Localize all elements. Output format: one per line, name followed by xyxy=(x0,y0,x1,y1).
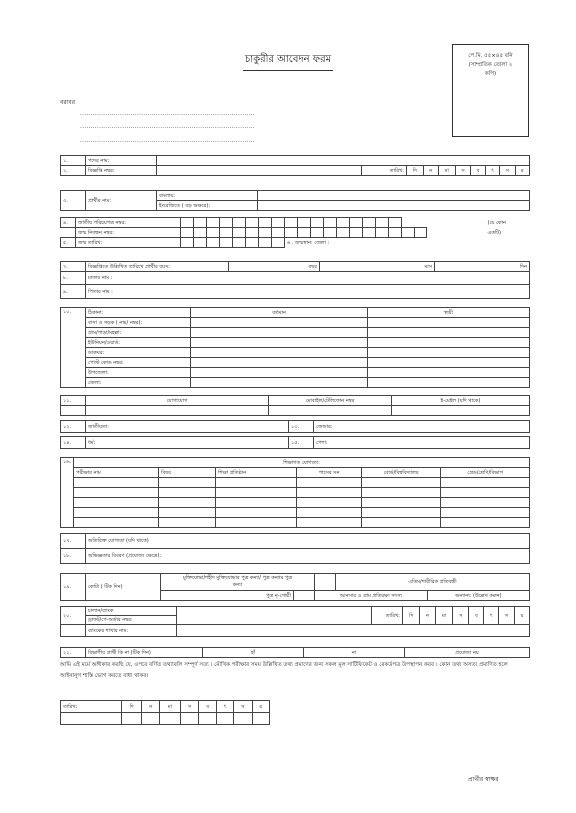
row-number: ১৮. xyxy=(61,549,86,564)
addressee-label: বরাবর xyxy=(60,99,76,106)
dob-cell[interactable] xyxy=(246,238,259,248)
date-cell[interactable]: মা xyxy=(435,607,453,625)
education-col-header: পরীক্ষার নাম xyxy=(74,468,159,478)
mobile-heading: মোবাইল/টেলিফোন নম্বর xyxy=(269,396,392,406)
address-item-label: ইউনিয়ন/ওয়ার্ড: xyxy=(86,338,191,348)
age-year[interactable]: বছর xyxy=(229,262,320,272)
date-cell[interactable]: স xyxy=(180,701,199,713)
name-english-field[interactable] xyxy=(258,201,530,211)
birth-reg-digit[interactable] xyxy=(311,228,324,238)
mother-name-label[interactable]: মাতার নাম : xyxy=(86,272,530,285)
contact-heading: যোগাযোগ xyxy=(86,396,269,406)
date-cell[interactable]: স xyxy=(234,701,253,713)
circular-number-field[interactable] xyxy=(157,166,362,176)
nid-digit[interactable] xyxy=(259,218,272,228)
date-cell[interactable]: স xyxy=(455,166,470,176)
education-cell[interactable] xyxy=(74,488,159,498)
birth-reg-digit[interactable] xyxy=(272,228,285,238)
date-cell[interactable]: ব xyxy=(469,607,484,625)
birth-reg-digit[interactable] xyxy=(376,228,389,238)
email-field[interactable] xyxy=(392,406,530,416)
date-cell[interactable]: ৎ xyxy=(485,166,499,176)
date-cell[interactable]: ন xyxy=(423,166,438,176)
birth-reg-digit[interactable] xyxy=(298,228,311,238)
education-cell[interactable] xyxy=(159,518,216,528)
address-item-label: জেলা: xyxy=(86,378,191,388)
date-cell[interactable]: ব xyxy=(199,701,216,713)
date-cell[interactable]: দি xyxy=(407,166,424,176)
dob-cell[interactable] xyxy=(259,238,272,248)
date-value[interactable] xyxy=(160,713,181,725)
section-experience xyxy=(60,548,530,564)
birth-reg-digit[interactable] xyxy=(414,228,426,238)
photo-text-line: কপি) xyxy=(484,71,497,77)
section-education xyxy=(60,457,530,528)
address-item-label: ডাকঘর: xyxy=(86,348,191,358)
religion-label[interactable]: ধর্ম: xyxy=(86,437,289,449)
date-label: তারিখ: xyxy=(362,166,407,176)
nid-digit[interactable] xyxy=(220,218,233,228)
option-yes[interactable]: হাঁ xyxy=(203,648,304,658)
section-contact xyxy=(60,395,530,416)
nid-digit[interactable] xyxy=(350,218,363,228)
education-cell[interactable] xyxy=(74,498,159,508)
education-cell[interactable] xyxy=(216,488,297,498)
education-cell[interactable] xyxy=(362,478,441,488)
present-address-field[interactable] xyxy=(191,358,368,368)
age-month[interactable]: মাস xyxy=(320,262,435,272)
permanent-address-field[interactable] xyxy=(368,318,530,328)
row-number: ১৩. xyxy=(289,421,314,433)
nid-digit[interactable] xyxy=(233,218,246,228)
row-number: ১৫. xyxy=(289,437,314,449)
date-label: তারিখ: xyxy=(372,607,403,625)
present-address-field[interactable] xyxy=(191,318,368,328)
row-number: ১১. xyxy=(61,396,86,406)
date-value[interactable] xyxy=(234,713,253,725)
date-value[interactable] xyxy=(252,713,269,725)
row-number: ২১. xyxy=(61,648,86,658)
row-number: ২. xyxy=(61,166,86,176)
nid-digit[interactable] xyxy=(194,218,207,228)
dob-cell[interactable] xyxy=(220,238,233,248)
education-col-header: বিষয় xyxy=(159,468,216,478)
email-heading: ই-মেইল (যদি থাকে) xyxy=(392,396,530,406)
birth-reg-digit[interactable] xyxy=(324,228,337,238)
bank-branch-label: ব্যাংকের শাখার নাম: xyxy=(86,625,177,637)
date-cell[interactable]: ৎ xyxy=(484,607,499,625)
birth-reg-digit[interactable] xyxy=(389,228,402,238)
birth-reg-digit[interactable] xyxy=(181,228,194,238)
age-label: বিজ্ঞপ্তিতে উল্লিখিত তারিখে প্রার্থীর বয়স: xyxy=(86,262,229,272)
present-address-field[interactable] xyxy=(191,328,368,338)
address-label: ঠিকানা: xyxy=(86,308,191,318)
nid-digit[interactable] xyxy=(363,218,376,228)
education-col-header: পাসের সন xyxy=(297,468,362,478)
birth-reg-digit[interactable] xyxy=(259,228,272,238)
nid-digit[interactable] xyxy=(389,218,402,228)
row-number: ৫. xyxy=(61,238,76,248)
challan-label: চালান/ব্যাংক xyxy=(86,607,177,616)
education-cell[interactable] xyxy=(74,508,159,518)
challan-field[interactable] xyxy=(177,607,372,625)
education-col-header: গ্রেড/শ্রেণি/বিভাগ xyxy=(441,468,530,478)
birth-reg-digit[interactable] xyxy=(285,228,298,238)
education-cell[interactable] xyxy=(297,498,362,508)
contact-field[interactable] xyxy=(86,406,269,416)
nid-digit[interactable] xyxy=(337,218,350,228)
dob-cell[interactable] xyxy=(233,238,246,248)
permanent-address-heading: স্থায়ী xyxy=(368,308,530,318)
birth-reg-digit[interactable] xyxy=(337,228,350,238)
address-item-label: বাসা ও সড়ক ( নাম/ নম্বর): xyxy=(86,318,191,328)
date-cell[interactable]: র xyxy=(515,607,530,625)
row-number: ১. xyxy=(61,156,86,166)
birth-reg-digit[interactable] xyxy=(233,228,246,238)
date-value[interactable] xyxy=(142,713,160,725)
education-cell[interactable] xyxy=(297,488,362,498)
option-no[interactable]: না xyxy=(304,648,405,658)
row-number: ৭. xyxy=(61,262,86,272)
permanent-address-field[interactable] xyxy=(368,378,530,388)
education-cell[interactable] xyxy=(362,498,441,508)
section-departmental xyxy=(60,647,530,658)
birth-reg-digit[interactable] xyxy=(207,228,220,238)
option-not-applicable[interactable]: প্রযোজ্য নয় xyxy=(405,648,530,658)
row-number: ৩. xyxy=(61,191,86,211)
date-label: তারিখ: xyxy=(61,701,122,713)
post-name-field[interactable] xyxy=(157,156,530,166)
date-cell[interactable]: ন xyxy=(420,607,435,625)
permanent-address-field[interactable] xyxy=(368,358,530,368)
date-cell[interactable]: স xyxy=(500,166,515,176)
row-number: ১০. xyxy=(61,308,86,388)
dob-label: জন্ম তারিখ: xyxy=(76,238,181,248)
row-number: ৯. xyxy=(61,285,86,299)
section-quota xyxy=(60,573,530,601)
section-personal xyxy=(60,420,530,433)
education-cell[interactable] xyxy=(362,518,441,528)
date-cell[interactable]: ব xyxy=(471,166,485,176)
present-address-field[interactable] xyxy=(191,348,368,358)
addressee-line-1[interactable]: ................................................................................... xyxy=(80,110,255,117)
dob-cell[interactable] xyxy=(194,238,207,248)
education-cell[interactable] xyxy=(216,518,297,528)
nid-digit[interactable] xyxy=(285,218,298,228)
quota-orphan-disabled[interactable]: এতিম/শারীরিক প্রতিবন্ধী xyxy=(336,574,530,591)
signature-label: প্রার্থীর স্বাক্ষর xyxy=(468,776,499,783)
present-address-heading: বর্তমান xyxy=(191,308,368,318)
education-cell[interactable] xyxy=(362,508,441,518)
addressee-line-3[interactable]: ................................................................................... xyxy=(80,137,255,144)
address-item-label: উপজেলা: xyxy=(86,368,191,378)
birth-reg-digit[interactable] xyxy=(402,228,415,238)
row-number: ১৯. xyxy=(61,574,86,601)
father-name-label[interactable]: পিতার নাম : xyxy=(86,285,530,299)
nid-digit[interactable] xyxy=(376,218,389,228)
section-parents xyxy=(60,271,530,299)
birthplace-label: ৬ . জন্মস্থান: জেলা : xyxy=(287,239,330,246)
date-cell[interactable]: মা xyxy=(160,701,181,713)
addressee-line-2[interactable]: ................................................................................... xyxy=(80,123,255,130)
education-heading: শিক্ষাগত যোগ্যতা: xyxy=(74,458,530,468)
row-number: ৪. xyxy=(61,218,76,228)
dob-cell[interactable] xyxy=(272,238,285,248)
gender-label[interactable]: জেন্ডার: xyxy=(314,421,530,433)
education-cell[interactable] xyxy=(74,478,159,488)
nid-digit[interactable] xyxy=(246,218,259,228)
present-address-field[interactable] xyxy=(191,368,368,378)
date-cell[interactable]: স xyxy=(499,607,515,625)
permanent-address-field[interactable] xyxy=(368,368,530,378)
education-cell[interactable] xyxy=(441,478,530,488)
name-bangla-field[interactable] xyxy=(258,191,530,201)
nid-digit[interactable] xyxy=(324,218,337,228)
nationality-label[interactable]: জাতীয়তা: xyxy=(86,421,289,433)
form-title: চাকুরীর আবেদন ফরম xyxy=(0,52,576,71)
permanent-address-field[interactable] xyxy=(368,348,530,358)
education-col-header: শিক্ষা প্রতিষ্ঠান xyxy=(216,468,297,478)
photo-box[interactable] xyxy=(452,44,529,137)
quota-checkbox[interactable] xyxy=(294,591,315,601)
birth-reg-label: জন্ম নিবন্ধন নম্বর: xyxy=(76,228,181,238)
post-name-label: পদের নাম: xyxy=(86,156,157,166)
nid-digit[interactable] xyxy=(181,218,194,228)
quota-label: কোটা ( টিক দিন) xyxy=(86,574,161,601)
name-bangla-label: বাংলায়: xyxy=(157,191,258,201)
education-cell[interactable] xyxy=(159,498,216,508)
section-post xyxy=(60,155,530,176)
education-col-header: বোর্ড/বিশ্ববিদ্যালয় xyxy=(362,468,441,478)
occupation-label[interactable]: পেশা: xyxy=(314,437,530,449)
date-value[interactable] xyxy=(122,713,142,725)
section-name xyxy=(60,190,530,211)
dob-cell[interactable] xyxy=(207,238,220,248)
section-religion xyxy=(60,436,530,449)
nid-digit[interactable] xyxy=(298,218,311,228)
row-number: ৮. xyxy=(61,272,86,285)
address-item-label: গ্রাম/পাড়া/মহল্লা: xyxy=(86,328,191,338)
education-cell[interactable] xyxy=(297,508,362,518)
permanent-address-field[interactable] xyxy=(368,328,530,338)
date-value[interactable] xyxy=(199,713,216,725)
education-cell[interactable] xyxy=(297,518,362,528)
section-nid xyxy=(60,217,530,248)
declaration-text: আমি এই মর্মে অঙ্গীকার করছি যে, ওপরে বর্ণিত তথ্যাবলি সম্পূর্ণ সত্য । মৌখিক পরীক্ষার সময় উল্লিখিত তথ্য প্রমাণের জন্য সকল মূল সার্টিফিকেট ও রেকর্ডপত্র উপস্থাপন করব । কোন তথ্য অসত্য প্রমাণিত হলে আইনানুগ শাস্তি ভোগ করতে বাধ্য থাকব। xyxy=(60,662,508,679)
footer-date xyxy=(60,700,270,725)
row-number: ২০. xyxy=(61,607,86,625)
quota-other[interactable]: অন্যান্য: (উল্লেখ করুন) xyxy=(427,591,529,601)
education-cell[interactable] xyxy=(441,518,530,528)
education-cell[interactable] xyxy=(441,508,530,518)
quota-ethnic[interactable]: পুত্র নৃ-গোষ্ঠী xyxy=(161,591,294,601)
departmental-label: বিভাগীয় প্রার্থী কি না (টিক দিন) xyxy=(86,648,203,658)
photo-text-line: (সাম্প্রতিক তোলা ২ xyxy=(468,62,513,68)
nid-note: (যে কোন xyxy=(487,219,506,226)
education-cell[interactable] xyxy=(159,508,216,518)
present-address-field[interactable] xyxy=(191,378,368,388)
extra-qualification-label[interactable]: অতিরিক্ত যোগ্যতা (যদি থাকে) xyxy=(86,534,530,549)
date-cell[interactable]: মা xyxy=(438,166,455,176)
experience-label[interactable]: অভিজ্ঞতার বিবরণ (প্রযোজ্য ক্ষেত্রে): xyxy=(86,549,530,564)
name-english-label: ইংরেজিতে ( বড় অক্ষরে): xyxy=(157,201,258,211)
birth-reg-digit[interactable] xyxy=(194,228,207,238)
education-cell[interactable] xyxy=(74,518,159,528)
education-cell[interactable] xyxy=(216,498,297,508)
quota-freedom-fighter[interactable]: মুক্তিযোদ্ধা/শহীদ মুক্তিযোদ্ধার পুত্র কন্যা/ পুত্র কন্যার পুত্র কন্যা xyxy=(161,574,315,591)
nid-note: একটি) xyxy=(487,229,501,236)
date-cell[interactable]: স xyxy=(453,607,469,625)
permanent-address-field[interactable] xyxy=(368,338,530,348)
birth-reg-digit[interactable] xyxy=(350,228,363,238)
address-item-label: পোস্ট কোড নম্বর: xyxy=(86,358,191,368)
education-cell[interactable] xyxy=(441,488,530,498)
row-number: ১২. xyxy=(61,421,86,433)
present-address-field[interactable] xyxy=(191,338,368,348)
date-cell[interactable]: র xyxy=(252,701,269,713)
date-cell[interactable]: র xyxy=(515,166,529,176)
photo-text-line: পে.মি. ৫৫×৪৫ বনি xyxy=(468,53,513,59)
education-cell[interactable] xyxy=(297,478,362,488)
row-number: ১৪. xyxy=(61,437,86,449)
education-cell[interactable] xyxy=(159,478,216,488)
date-cell[interactable]: ৎ xyxy=(216,701,233,713)
date-cell[interactable]: দি xyxy=(122,701,142,713)
birth-reg-digit[interactable] xyxy=(220,228,233,238)
nid-digit[interactable] xyxy=(207,218,220,228)
education-cell[interactable] xyxy=(159,488,216,498)
nid-label: জাতীয় পরিচয়পত্র নম্বর: xyxy=(76,218,181,228)
education-cell[interactable] xyxy=(441,498,530,508)
mobile-field[interactable] xyxy=(269,406,392,416)
age-day[interactable]: দিন xyxy=(435,262,530,272)
birth-reg-digit[interactable] xyxy=(246,228,259,238)
nid-digit[interactable] xyxy=(272,218,285,228)
nid-digit[interactable] xyxy=(311,218,324,228)
circular-number-label: বিজ্ঞপ্তি নম্বর: xyxy=(86,166,157,176)
date-cell[interactable]: ন xyxy=(142,701,160,713)
date-cell[interactable]: দি xyxy=(403,607,420,625)
date-value[interactable] xyxy=(216,713,233,725)
education-cell[interactable] xyxy=(216,508,297,518)
row-number: ১৭. xyxy=(61,534,86,549)
education-cell[interactable] xyxy=(362,488,441,498)
section-payment xyxy=(60,606,530,637)
row-number: ১৬. xyxy=(61,458,74,528)
applicant-name-label: প্রার্থীর নাম: xyxy=(86,191,157,211)
education-cell[interactable] xyxy=(216,478,297,488)
date-value[interactable] xyxy=(180,713,199,725)
bank-branch-field[interactable] xyxy=(177,625,530,637)
quota-ansar[interactable]: আনসার ও গ্রাম প্রতিরক্ষা সদস্য xyxy=(315,591,428,601)
section-address xyxy=(60,307,530,388)
quota-checkbox[interactable] xyxy=(315,574,336,591)
section-extra-qualification xyxy=(60,533,530,549)
dob-cell[interactable] xyxy=(181,238,194,248)
draft-label: ড্রাফট/পে-অর্ডার নম্বর: xyxy=(86,616,177,625)
birth-reg-digit[interactable] xyxy=(363,228,376,238)
